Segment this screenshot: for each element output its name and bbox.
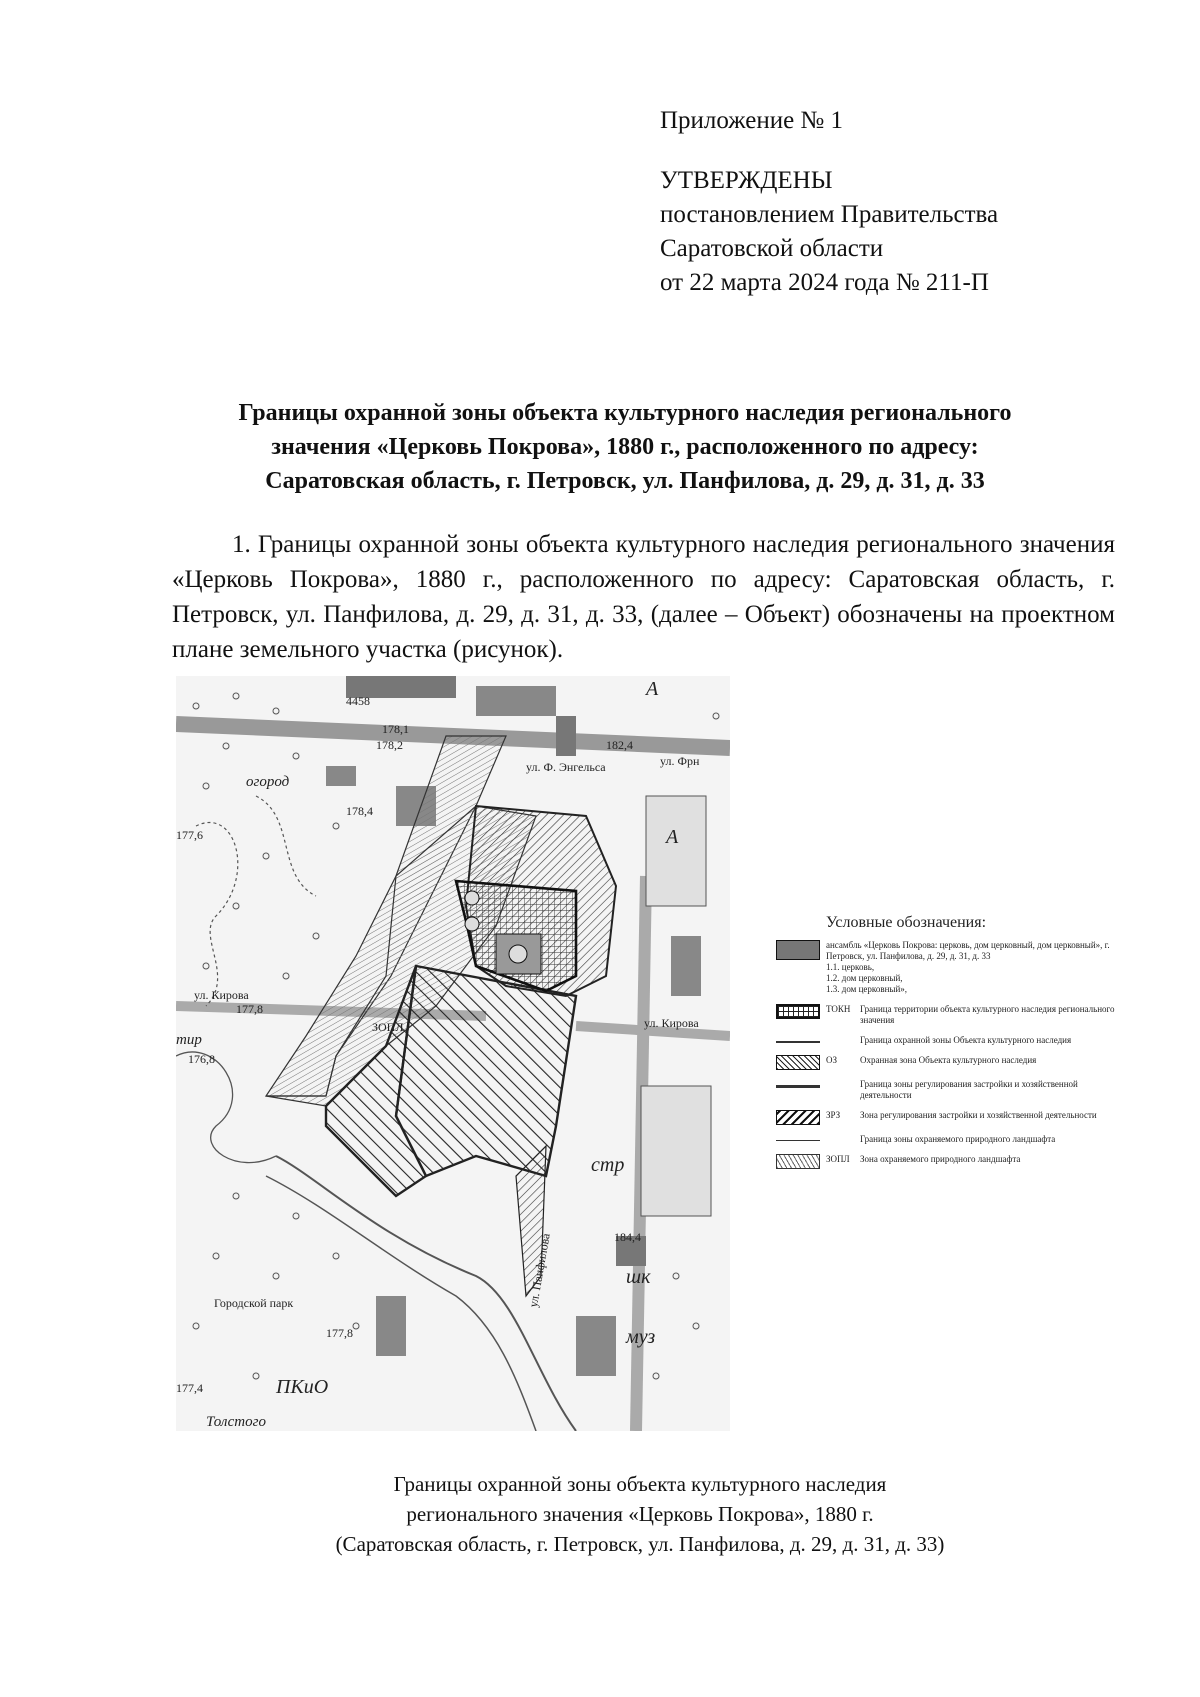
map-label-h176-8: 176,8	[188, 1052, 215, 1066]
paragraph-1: 1. Границы охранной зоны объекта культурного наследия регионального значения «Церковь Покрова», 1880 г., расположенного по адресу: Саратовская область, г. Петровск, ул. Панфилова, д. 29, д. 31, д. 33, (далее – Объект) обозначены на проектном плане земельного участка (рисунок).	[172, 531, 1115, 663]
map-label-engelsa: ул. Ф. Энгельса	[526, 760, 606, 774]
approved-heading: УТВЕРЖДЕНЫ	[660, 167, 833, 194]
zrz-border-symbol	[776, 1085, 820, 1088]
legend-row-zrz-border	[776, 1079, 1116, 1101]
legend-heading: Условные обозначения:	[826, 914, 987, 931]
legend-oz-code: ОЗ	[826, 1055, 838, 1065]
map-label-h177-8b: 177,8	[326, 1326, 353, 1340]
legend-row-zopl	[776, 1154, 1116, 1169]
map-label-a-right: А	[666, 826, 679, 848]
map-label-panfilova: ул. Панфилова	[526, 1232, 553, 1309]
map-label-h178-4: 178,4	[346, 804, 373, 818]
map-label-gor-park: Городской парк	[214, 1296, 294, 1310]
caption-line-2: регионального значения «Церковь Покрова», 1880 г.	[406, 1502, 874, 1526]
approval-block	[660, 104, 998, 300]
legend-zrz-code: ЗРЗ	[826, 1110, 841, 1120]
legend-oz-border: Граница охранной зоны Объекта культурного наследия	[860, 1035, 1072, 1045]
annex-number: Приложение № 1	[660, 107, 844, 134]
map-label-muz: муз	[626, 1326, 656, 1348]
map-figure	[176, 676, 730, 1431]
approval-line-1: постановлением Правительства	[660, 201, 999, 228]
map-label-shk: шк	[626, 1266, 651, 1288]
legend-item-2: 1.2. дом церковный,	[826, 973, 903, 983]
map-label-h177-8: 177,8	[236, 1002, 263, 1016]
legend-ensemble-text: ансамбль «Церковь Покрова: церковь, дом церковный, дом церковный», г. Петровск, ул. Панфилова, д. 29, д. 31, д. 33	[826, 940, 1110, 961]
title-line-3: Саратовская область, г. Петровск, ул. Панфилова, д. 29, д. 31, д. 33	[265, 468, 985, 494]
ensemble-symbol	[776, 940, 820, 960]
legend-oz-desc: Охранная зона Объекта культурного наследия	[860, 1055, 1037, 1065]
map-label-h178-1: 178,1	[382, 722, 409, 736]
map-label-h182-4: 182,4	[606, 738, 633, 752]
title-line-1: Границы охранной зоны объекта культурного наследия регионального	[238, 400, 1012, 426]
legend-row-zrz	[776, 1110, 1116, 1125]
legend-zopl-code: ЗОПЛ	[826, 1154, 850, 1164]
legend-tokn-desc: Граница территории объекта культурного наследия регионального значения	[860, 1004, 1115, 1025]
map-label-zopl: ЗОПЛ	[372, 1020, 404, 1034]
legend-item-3: 1.3. дом церковный»,	[826, 984, 908, 994]
oz-border-symbol	[776, 1041, 820, 1043]
legend-item-1: 1.1. церковь,	[826, 962, 875, 972]
map-label-kirova-east: ул. Кирова	[644, 1016, 699, 1030]
legend-row-zopl-border	[776, 1134, 1116, 1145]
map-label-h184-4: 184,4	[614, 1230, 641, 1244]
map-label-ogorod: огород	[246, 774, 290, 790]
caption-line-1: Границы охранной зоны объекта культурного наследия	[393, 1472, 887, 1496]
legend-row-tokn	[776, 1004, 1116, 1026]
legend-row-ensemble	[776, 940, 1116, 995]
map-label-a-top: А	[646, 678, 659, 700]
map-label-h177-6: 177,6	[176, 828, 203, 842]
figure-caption	[200, 1469, 1080, 1559]
zopl-symbol	[776, 1154, 820, 1169]
legend-row-oz	[776, 1055, 1116, 1070]
map-label-str: стр	[591, 1154, 625, 1176]
map-label-pkio: ПКиО	[276, 1376, 329, 1398]
map-label-h177-4: 177,4	[176, 1381, 203, 1395]
zrz-symbol	[776, 1110, 820, 1125]
tokn-symbol	[776, 1004, 820, 1019]
caption-line-3: (Саратовская область, г. Петровск, ул. Панфилова, д. 29, д. 31, д. 33)	[335, 1532, 945, 1556]
approval-line-3: от 22 марта 2024 года № 211-П	[660, 269, 989, 296]
document-title	[150, 396, 1100, 498]
title-line-2: значения «Церковь Покрова», 1880 г., расположенного по адресу:	[271, 434, 979, 460]
map-label-tolstogo: Толстого	[206, 1414, 266, 1430]
oz-symbol	[776, 1055, 820, 1070]
map-label-tir: тир	[176, 1032, 202, 1048]
approval-line-2: Саратовской области	[660, 235, 884, 262]
map-legend	[776, 914, 1116, 1178]
legend-zopl-desc: Зона охраняемого природного ландшафта	[860, 1154, 1021, 1164]
legend-zrz-desc: Зона регулирования застройки и хозяйственной деятельности	[860, 1110, 1097, 1120]
map-label-4458: 4458	[346, 694, 370, 708]
legend-row-oz-border	[776, 1035, 1116, 1046]
map-label-h178-2: 178,2	[376, 738, 403, 752]
legend-zopl-border: Граница зоны охраняемого природного ландшафта	[860, 1134, 1056, 1144]
zopl-border-symbol	[776, 1140, 820, 1141]
map-label-kirova-west: ул. Кирова	[194, 988, 249, 1002]
map-label-fr: ул. Фрн	[660, 754, 700, 768]
legend-tokn-code: ТОКН	[826, 1004, 851, 1014]
legend-zrz-border: Граница зоны регулирования застройки и хозяйственной деятельности	[860, 1079, 1078, 1100]
